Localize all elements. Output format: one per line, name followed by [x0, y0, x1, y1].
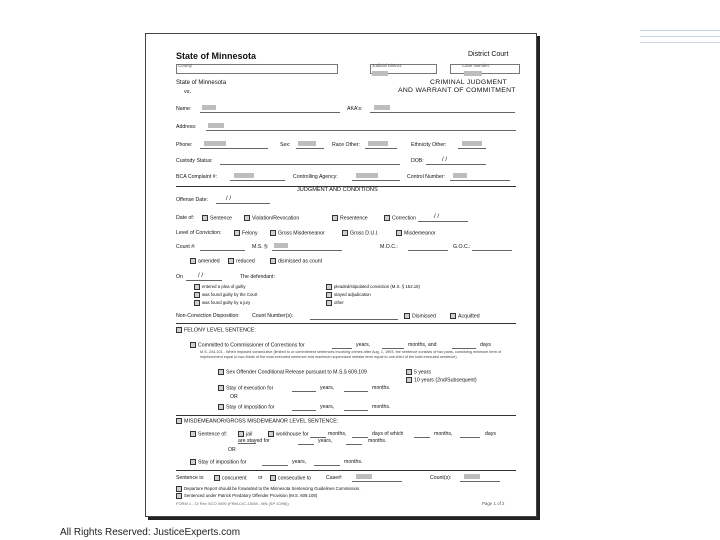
mss-line	[272, 250, 342, 251]
name-label: Name:	[176, 106, 192, 112]
predatory-offender[interactable]	[176, 493, 317, 499]
finding-label: entered a plea of guilty	[202, 284, 246, 290]
days-line	[452, 348, 476, 349]
release-10-label: 10 years (2nd/Subsequent)	[414, 377, 477, 384]
count-numbers-label: Count Number(s):	[252, 313, 294, 319]
stay-months: months.	[372, 385, 391, 391]
checkbox[interactable]	[176, 486, 182, 492]
doc-title-line1: CRIMINAL JUDGMENT	[430, 79, 507, 86]
county-box	[176, 64, 338, 74]
checkbox[interactable]	[218, 404, 224, 410]
checkbox[interactable]	[228, 258, 234, 264]
checkbox[interactable]	[176, 418, 182, 424]
count-numbers-line	[310, 319, 398, 320]
si-years: years,	[292, 459, 307, 465]
consecutive-option[interactable]	[270, 475, 311, 481]
decorative-line	[640, 30, 720, 31]
redaction	[464, 71, 482, 76]
checkbox[interactable]	[238, 431, 244, 437]
on-date: / /	[198, 273, 204, 279]
reduced-option[interactable]	[228, 258, 255, 264]
address-line	[206, 130, 516, 131]
checkbox[interactable]	[396, 230, 402, 236]
finding-plea[interactable]	[194, 284, 245, 290]
stay-years-line	[292, 391, 316, 392]
checkbox[interactable]	[270, 230, 276, 236]
concurrent-option[interactable]	[214, 475, 247, 481]
finding-label: was found guilty by a jury	[202, 300, 251, 306]
checkbox[interactable]	[270, 475, 276, 481]
mss-label: M.S. §:	[252, 244, 269, 250]
aka-label: AKA's:	[347, 106, 363, 112]
report1-text: Departure Report should be forwarded to the Minnesota Sentencing Guidelines Commission.	[184, 486, 361, 492]
goc-label: G.O.C.:	[453, 244, 471, 250]
agency-label: Controlling Agency:	[293, 174, 338, 180]
stayed-years: years,	[318, 438, 333, 444]
years-line	[332, 348, 352, 349]
stayed-for: are stayed for	[238, 438, 270, 444]
counts-line	[460, 481, 500, 482]
checkbox[interactable]	[326, 300, 332, 306]
jail-label: jail	[246, 431, 253, 438]
checkbox[interactable]	[406, 369, 412, 375]
consecutive-label: consecutive to	[278, 475, 312, 482]
release-10-years[interactable]	[406, 377, 477, 383]
page-number: Page 1 of 2	[482, 501, 505, 506]
checkbox[interactable]	[218, 385, 224, 391]
checkbox[interactable]	[176, 327, 182, 333]
level-label: Misdemeanor	[404, 230, 436, 237]
stay-imposition[interactable]	[218, 404, 274, 410]
decorative-line	[640, 36, 720, 37]
reduced-label: reduced	[236, 258, 255, 265]
finding-label: stayed adjudication	[334, 292, 371, 298]
judgment-document	[145, 33, 537, 517]
versus: vs.	[184, 89, 192, 95]
or-label: OR	[230, 394, 238, 400]
case-label: Case#:	[326, 475, 343, 481]
case-number-label: Case Number:	[462, 63, 491, 68]
wh-days2: days	[485, 431, 496, 437]
statute-text: M.S. 244.101 - When imposed consecutive (limited to or commitment sentences involving crimes after Aug. 1, 1993, the sentence consists of two parts, consisting minimum term of imprisonment equal to two-thirds of the total executed sentence and maximum supervised release term equal to one-third of the total executed sentence)	[200, 350, 502, 359]
wh-days-line	[352, 437, 368, 438]
checkbox[interactable]	[384, 215, 390, 221]
stay-impo-label: Stay of imposition for	[226, 404, 275, 411]
acquitted-label: Acquitted	[458, 313, 480, 320]
counts-label: Count(s):	[430, 475, 452, 481]
correction-line	[418, 221, 468, 222]
wh-months: months,	[328, 431, 347, 437]
release-text: Sex Offender Conditional Release pursuant to M.S.§ 609.109	[226, 369, 367, 376]
bca-line	[230, 180, 285, 181]
finding-label: was found guilty by the Court	[202, 292, 258, 298]
redaction	[356, 474, 372, 479]
redaction	[464, 474, 480, 479]
release-5-label: 5 years	[414, 369, 432, 376]
level-label: Gross Misdemeanor	[278, 230, 325, 237]
state-title: State of Minnesota	[176, 51, 257, 61]
ethnicity-label: Ethnicity Other:	[411, 142, 447, 148]
impo-months-line	[344, 410, 368, 411]
finding-stipulated[interactable]	[326, 284, 420, 290]
finding-other[interactable]	[326, 300, 344, 306]
redaction	[462, 141, 482, 146]
misd-stay-label: Stay of imposition for	[198, 459, 247, 466]
finding-stayed[interactable]	[326, 292, 371, 298]
bca-label: BCA Complaint #:	[176, 174, 217, 180]
control-line	[450, 180, 510, 181]
dismissed-option[interactable]	[404, 313, 436, 319]
sex-offender-release[interactable]	[218, 369, 367, 375]
custody-line	[220, 164, 400, 165]
agency-line	[352, 180, 400, 181]
level-label: Felony	[242, 230, 258, 237]
concurrent-label: concurrent	[222, 475, 247, 482]
impo-years: years,	[320, 404, 335, 410]
copyright-footer: All Rights Reserved: JusticeExperts.com	[60, 527, 241, 538]
court-name: District Court	[468, 51, 509, 58]
checkbox[interactable]	[270, 258, 276, 264]
checkbox[interactable]	[332, 215, 338, 221]
checkbox[interactable]	[190, 459, 196, 465]
plaintiff: State of Minnesota	[176, 80, 227, 86]
redaction	[298, 141, 316, 146]
dismissed-label: Dismissed	[412, 313, 436, 320]
moc-label: M.O.C.:	[380, 244, 398, 250]
correction-date: / /	[434, 214, 440, 220]
count-label: Count #:	[176, 244, 196, 250]
non-conviction-label: Non-Conviction Disposition:	[176, 313, 240, 319]
sex-line	[296, 148, 324, 149]
count-line	[200, 250, 245, 251]
report2-text: Sentenced under Patrick Predatory Offender Provision (M.S. 609.108)	[184, 493, 318, 499]
sentence-of-label: Sentence of:	[198, 431, 228, 438]
dob-label: DOB:	[411, 158, 424, 164]
divider	[176, 470, 516, 471]
checkbox[interactable]	[194, 300, 200, 306]
doc-title-line2: AND WARRANT OF COMMITMENT	[398, 87, 516, 94]
misd-title	[176, 418, 338, 424]
county-label: County	[178, 63, 192, 68]
control-label: Control Number:	[407, 174, 446, 180]
felony-title	[176, 327, 256, 333]
workhouse-label: workhouse for	[276, 431, 309, 438]
years-label: years,	[356, 342, 371, 348]
redaction	[208, 123, 224, 128]
redaction	[356, 173, 378, 178]
checkbox[interactable]	[268, 431, 274, 437]
phone-line	[200, 148, 268, 149]
checkbox[interactable]	[218, 369, 224, 375]
checkbox[interactable]	[176, 493, 182, 499]
wh-days-of-which: days of which	[372, 431, 404, 437]
sentence-is-label: Sentence is:	[176, 475, 205, 481]
wh-days2-line	[460, 437, 480, 438]
custody-label: Custody Status:	[176, 158, 213, 164]
stay-exec-label: Stay of execution for	[226, 385, 274, 392]
finding-court[interactable]	[194, 292, 257, 298]
level-gross-dui[interactable]	[342, 230, 379, 236]
case-line	[352, 481, 402, 482]
level-gross-misdemeanor[interactable]	[270, 230, 325, 236]
checkbox[interactable]	[234, 230, 240, 236]
judicial-district-label: Judicial District:	[372, 63, 403, 68]
wh-months2: months,	[434, 431, 453, 437]
days-label: days	[480, 342, 491, 348]
dob-value: / /	[442, 157, 448, 163]
redaction	[234, 173, 254, 178]
level-label: Gross D.U.I.	[350, 230, 379, 237]
si-years-line	[262, 465, 288, 466]
option-label: Resentence	[340, 215, 368, 222]
departure-report[interactable]	[176, 486, 361, 492]
option-sentence[interactable]	[202, 215, 232, 221]
on-line	[186, 280, 222, 281]
checkbox[interactable]	[342, 230, 348, 236]
divider	[176, 323, 516, 324]
moc-line	[408, 250, 448, 251]
stay-years: years,	[320, 385, 335, 391]
option-label: Sentence	[210, 215, 232, 222]
offense-date-value: / /	[226, 196, 232, 202]
level-misdemeanor[interactable]	[396, 230, 435, 236]
redaction	[453, 173, 467, 178]
redaction	[374, 105, 390, 110]
dob-line	[426, 164, 486, 165]
decorative-line	[640, 42, 720, 43]
finding-jury[interactable]	[194, 300, 250, 306]
checkbox[interactable]	[244, 215, 250, 221]
si-months-line	[314, 465, 340, 466]
impo-years-line	[292, 410, 316, 411]
divider	[176, 415, 516, 416]
sex-label: Sex:	[280, 142, 291, 148]
race-label: Race Other:	[332, 142, 360, 148]
goc-line	[472, 250, 512, 251]
conviction-label: Level of Conviction:	[176, 230, 222, 236]
or-word: or	[258, 475, 263, 481]
offense-date-line	[216, 203, 270, 204]
checkbox[interactable]	[406, 377, 412, 383]
option-correction[interactable]	[384, 215, 416, 221]
offense-date-label: Offense Date:	[176, 197, 208, 203]
misd-stay-imposition[interactable]	[190, 459, 246, 465]
misd-or: OR	[228, 447, 236, 453]
stayed-months-line	[346, 444, 362, 445]
checkbox[interactable]	[190, 258, 196, 264]
checkbox[interactable]	[194, 284, 200, 290]
felony-title-text: FELONY LEVEL SENTENCE:	[184, 327, 256, 334]
amended-option[interactable]	[190, 258, 220, 264]
checkbox[interactable]	[194, 292, 200, 298]
workhouse-option[interactable]	[268, 431, 309, 437]
name-line	[200, 112, 340, 113]
amended-label: amended	[198, 258, 220, 265]
address-label: Address:	[176, 124, 197, 130]
finding-label: other	[334, 300, 344, 306]
release-5-years[interactable]	[406, 369, 431, 375]
misd-title-text: MISDEMEANOR/GROSS MISDEMEANOR LEVEL SENTENCE:	[184, 418, 339, 425]
checkbox[interactable]	[326, 292, 332, 298]
ethnicity-line	[458, 148, 486, 149]
on-label: On	[176, 274, 183, 280]
phone-label: Phone:	[176, 142, 193, 148]
impo-months: months.	[372, 404, 391, 410]
race-line	[365, 148, 397, 149]
stay-months-line	[344, 391, 368, 392]
misd-sentence-label	[190, 431, 227, 437]
level-felony[interactable]	[234, 230, 258, 236]
months-and-label: months, and	[408, 342, 437, 348]
date-of-label: Date of:	[176, 215, 195, 221]
si-months: months.	[344, 459, 363, 465]
option-resentence[interactable]	[332, 215, 368, 221]
redaction	[202, 105, 216, 110]
option-label: Violation/Revocation	[252, 215, 300, 222]
dismissed-count-option[interactable]	[270, 258, 322, 264]
finding-label: pleaded/stipulated conviction (M.S. § 152.18)	[334, 284, 420, 290]
jail-option[interactable]	[238, 431, 252, 437]
acquitted-option[interactable]	[450, 313, 480, 319]
checkbox[interactable]	[202, 215, 208, 221]
dismissed-count-label: dismissed as count	[278, 258, 323, 265]
stayed-years-line	[298, 444, 314, 445]
checkbox[interactable]	[404, 313, 410, 319]
redaction	[368, 141, 388, 146]
checkbox[interactable]	[190, 431, 196, 437]
option-label: Correction	[392, 215, 416, 222]
wh-months2-line	[414, 437, 430, 438]
redaction	[372, 71, 388, 76]
stayed-months: months.	[368, 438, 387, 444]
redaction	[204, 141, 226, 146]
found-label: The defendant:	[240, 274, 275, 280]
aka-line	[370, 112, 515, 113]
stay-execution[interactable]	[218, 385, 273, 391]
felony-commit[interactable]	[190, 342, 305, 348]
section-judgment: JUDGMENT AND CONDITIONS	[297, 187, 378, 193]
form-id: FORM 1 - Ct Rev SCO 0090 (FRM-CrC-15/08 - MN (SP 10/96))	[176, 501, 289, 506]
checkbox[interactable]	[326, 284, 332, 290]
commit-text: Committed to Commissioner of Corrections for	[198, 342, 305, 349]
checkbox[interactable]	[214, 475, 220, 481]
checkbox[interactable]	[450, 313, 456, 319]
redaction	[274, 243, 288, 248]
checkbox[interactable]	[190, 342, 196, 348]
option-violation[interactable]	[244, 215, 299, 221]
months-line	[382, 348, 404, 349]
